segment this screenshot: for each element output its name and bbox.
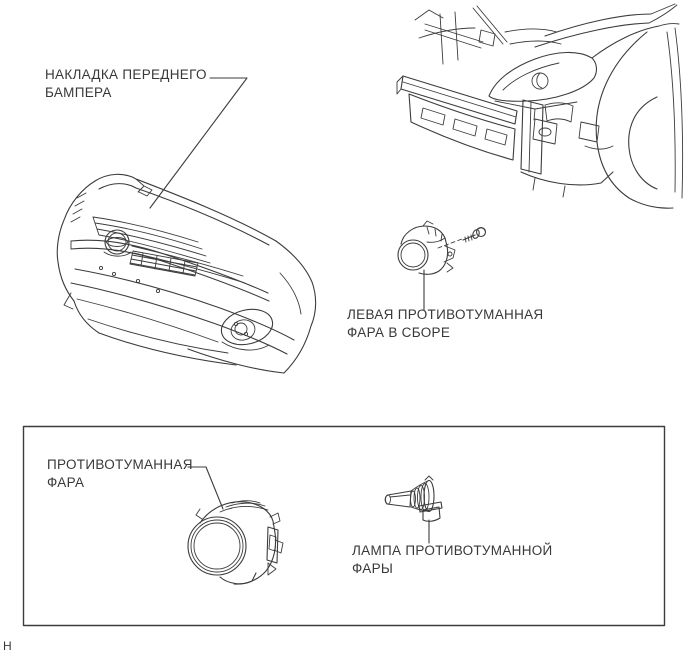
label-bumper-cover-line1: НАКЛАДКА ПЕРЕДНЕГО: [45, 67, 207, 82]
label-left-fog-lamp-assembly: [347, 306, 543, 342]
label-left-fog-lamp-assembly-line2: ФАРА В СБОРЕ: [347, 325, 451, 340]
label-fog-lamp-line2: ФАРА: [47, 475, 85, 490]
front-bumper-cover-drawing: [57, 174, 315, 373]
fog-lamp-unit-drawing: [188, 501, 283, 584]
label-fog-lamp-bulb: [352, 542, 553, 578]
vehicle-front-end-drawing: [397, 4, 683, 208]
label-bumper-cover-line2: БАМПЕРА: [45, 85, 112, 100]
halogen-bulb-drawing: [385, 476, 442, 521]
mounting-screw-drawing: [463, 228, 486, 243]
label-fog-lamp: [47, 456, 193, 492]
label-fog-lamp-bulb-line1: ЛАМПА ПРОТИВОТУМАННОЙ: [352, 543, 553, 558]
footer-mark: H: [3, 639, 12, 653]
label-left-fog-lamp-assembly-line1: ЛЕВАЯ ПРОТИВОТУМАННАЯ: [347, 307, 544, 322]
left-fog-lamp-assembly-drawing: [398, 221, 486, 274]
label-bumper-cover: [45, 66, 207, 102]
label-fog-lamp-line1: ПРОТИВОТУМАННАЯ: [47, 457, 193, 472]
label-fog-lamp-bulb-line2: ФАРЫ: [352, 561, 394, 576]
leader-fog-lamp: [188, 467, 223, 509]
